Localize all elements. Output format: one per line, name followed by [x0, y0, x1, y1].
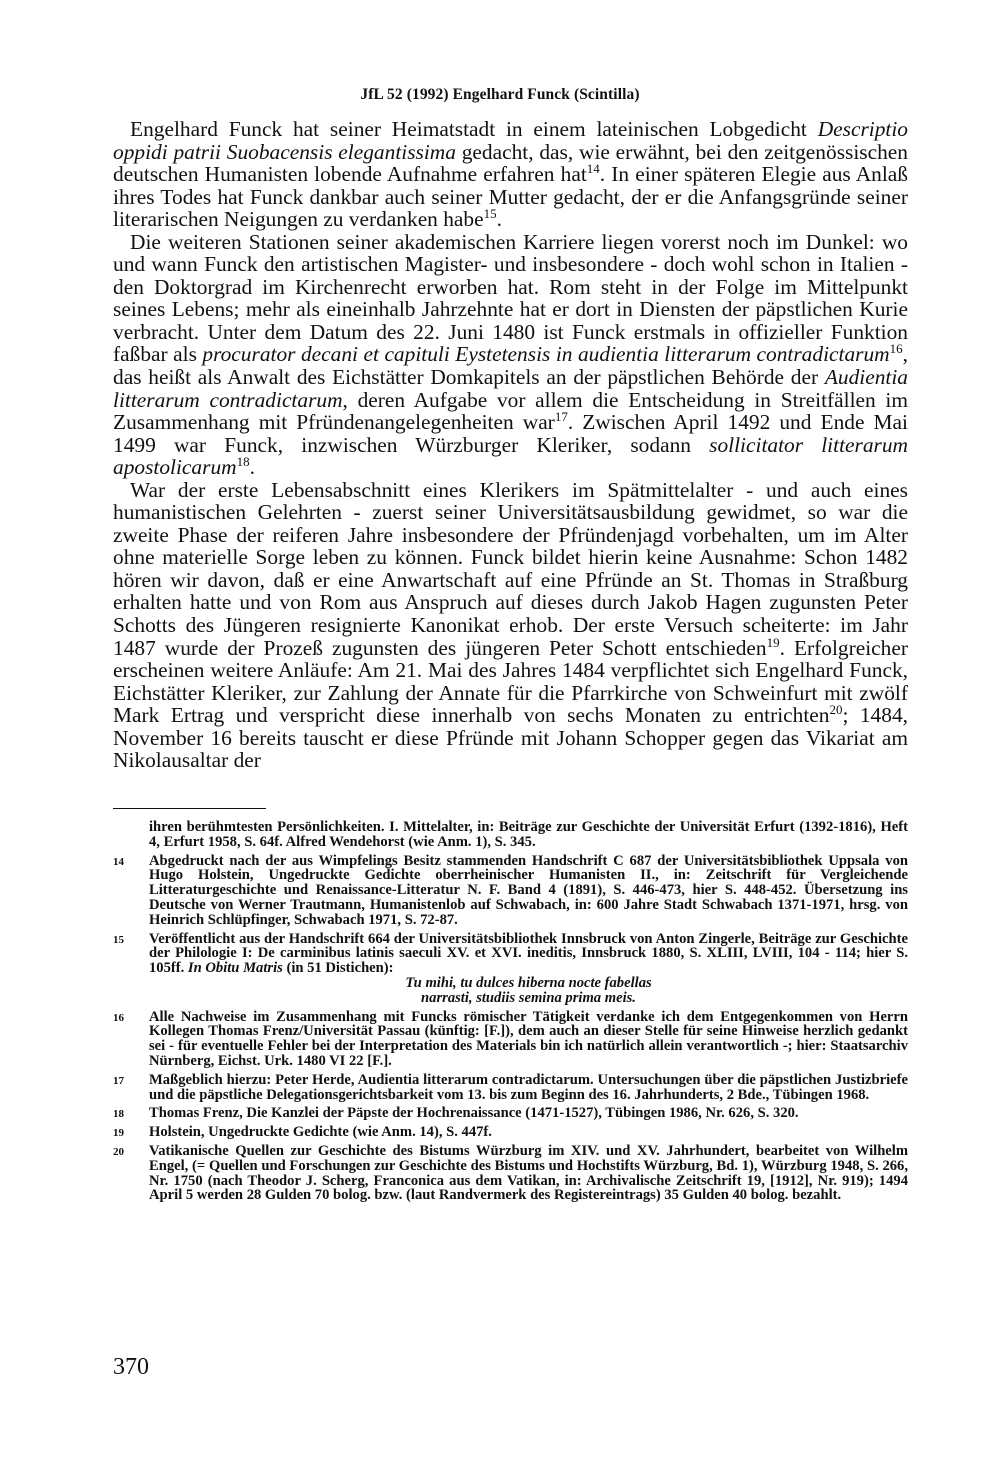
footnote	[113, 1010, 908, 1069]
italic-text: procurator decani et capituli Eystetensis in audientia litterarum contradictarum	[202, 342, 890, 367]
footnote-text: Abgedruckt nach der aus Wimpfelings Besitz stammenden Handschrift C 687 der Universitätsbibliothek Uppsala von Hugo Holstein, Ungedruckte Gedichte oberrheinischer Humanisten II., in: Zeitschrift für Vergleichende Litteraturgeschichte und Renaissance-Litteratur N. F. Band 4 (1891), S. 446-473, hier S. 448-452. Übersetzung ins Deutsche von Werner Trautmann, Humanistenlob auf Schwabach, in: 600 Jahre Stadt Schwabach 1371-1971, hrsg. von Heinrich Schlüpfinger, Schwabach 1971, S. 72-87.	[149, 852, 908, 928]
italic-text: Audientia litterarum contradictarum	[113, 365, 908, 412]
italic-text: sollicitator litterarum apostolicarum	[113, 432, 908, 480]
text-run: ; 1484, November 16 bereits tauscht er diese Pfründe mit Johann Schopper gegen das Vikariat am Nikolausaltar der	[113, 703, 908, 773]
footnote-text: Vatikanische Quellen zur Geschichte des Bistums Würzburg im XIV. und XV. Jahrhundert, bearbeitet von Wilhelm Engel, (= Quellen und Forschungen zur Geschichte des Bistums und Hochstifts Würzburg, Bd. 1), Würzburg 1948, S. 266, Nr. 1750 (nach Theodor J. Scherg, Franconica aus dem Vatikan, in: Archivalische Zeitschrift 19, [1912], Nr. 919); 1494 April 5 werden 28 Gulden 70 bolog. bzw. (laut Randvermerk des Registereintrags) 35 Gulden 40 bolog. bezahlt.	[149, 1142, 908, 1204]
footnote-text: Holstein, Ungedruckte Gedichte (wie Anm. 14), S. 447f.	[149, 1124, 492, 1141]
text-run: . Erfolgreicher erscheinen weitere Anläufe: Am 21. Mai des Jahres 1484 verpflichtet sich Engelhard Funck, Eichstätter Kleriker, zur Zahlung der Annate für die Pfarrkirche von Schweinfurt mit zwölf Mark Ertrag und verspricht diese innerhalb von sechs Monaten zu entrichten	[113, 635, 908, 728]
body-paragraph	[113, 231, 908, 479]
text-run: War der erste Lebensabschnitt eines Klerikers im Spätmittelalter - und auch eines humanistischen Gelehrten - zuerst seiner Universitätsausbildung gewidmet, so war die zweite Phase der reiferen Jahre insbesondere der Pfründenjagd vorbehalten, um im Alter ohne materielle Sorge leben zu können. Funck bildet hierin keine Ausnahme: Schon 1482 hören wir davon, daß er eine Anwartschaft auf eine Pfründe an St. Thomas in Straßburg erhalten hatte und von Rom aus Anspruch auf dieses durch Jakob Hagen zugunsten Peter Schotts des Jüngeren resignierte Kanonikat erhob. Der erste Versuch scheiterte: im Jahr 1487 wurde der Prozeß zugunsten des jüngeren Peter Schott entschieden	[113, 477, 908, 660]
text-run: .	[249, 455, 255, 480]
footnote	[113, 932, 908, 976]
footnote-italic: In Obitu Matris	[187, 960, 283, 977]
text-run: , deren Aufgabe vor allem die Entscheidung in Streitfällen im Zusammenhang mit Pfründenangelegenheiten war	[113, 387, 909, 435]
footnote-text: Maßgeblich hierzu: Peter Herde, Audientia litterarum contradictarum. Untersuchungen über die päpstlichen Justizbriefe und die päpstliche Delegationsgerichtsbarkeit vom 13. bis zum Beginn des 16. Jahrhunderts, 2 Bde., Tübingen 1968.	[149, 1071, 908, 1103]
footnote-continuation: ihren berühmtesten Persönlichkeiten. I. Mittelalter, in: Beiträge zur Geschichte der Universität Erfurt (1392-1816), Heft 4, Erfurt 1958, S. 64f. Alfred Wendehorst (wie Anm. 1), S. 345.	[149, 819, 908, 850]
footnote-text-tail: (in 51 Distichen):	[282, 960, 394, 977]
footnote	[113, 1144, 908, 1203]
footnote-number: 17	[113, 1074, 124, 1087]
footnote	[113, 1073, 908, 1103]
footnote-number: 19	[113, 1127, 124, 1140]
verse-line: Tu mihi, tu dulces hiberna nocte fabellas	[405, 974, 652, 991]
body-paragraph	[113, 479, 908, 772]
footnote-ref: 14	[586, 161, 600, 177]
page-number: 370	[113, 1354, 149, 1380]
footnotes	[113, 820, 908, 1203]
footnote-ref: 19	[766, 634, 780, 650]
main-text	[113, 118, 908, 772]
footnote	[113, 1106, 908, 1121]
footnote-ref: 17	[554, 409, 568, 425]
footnote-ref: 18	[236, 454, 250, 470]
footnote-ref: 16	[889, 341, 903, 357]
text-run: . In einer späteren Elegie aus Anlaß ihres Todes hat Funck dankbar auch seiner Mutter gedacht, der er die Anfangsgründe seiner literarischen Neigungen zu verdanken habe	[113, 162, 908, 232]
footnote-number: 15	[113, 933, 124, 946]
footnote-text: Veröffentlicht aus der Handschrift 664 der Universitätsbibliothek Innsbruck von Anton Zingerle, Beiträge zur Geschichte der Philologie I: De carminibus latinis saeculi XV. et XVI. ineditis, Innsbruck 1880, S. XLIII, LVIII, 104 - 114; hier S. 105ff.	[149, 930, 908, 977]
footnote-separator	[113, 808, 266, 809]
footnote-ref: 15	[483, 206, 497, 222]
footnote-number: 18	[113, 1108, 124, 1121]
footnote	[113, 1125, 908, 1140]
running-header: JfL 52 (1992) Engelhard Funck (Scintilla)	[360, 86, 640, 103]
body-paragraph	[113, 118, 908, 231]
text-run: Die weiteren Stationen seiner akademischen Karriere liegen vorerst noch im Dunkel: wo und wann Funck den artistischen Magister- und insbesondere - doch wohl schon in Italien - den Doktorgrad im Kirchenrecht erworben hat. Rom steht in der Folge im Mittelpunkt seines Lebens; mehr als eineinhalb Jahrzehnte hat er dort in Diensten der päpstlichen Kurie verbracht. Unter dem Datum des 22. Juni 1480 ist Funck erstmals in offizieller Funktion faßbar als	[113, 229, 908, 367]
text-run: , das heißt als Anwalt des Eichstätter Domkapitels an der päpstlichen Behörde der	[113, 342, 908, 390]
italic-text: Descriptio oppidi patrii Suobacensis elegantissima	[113, 117, 908, 164]
verse-line: narrasti, studiis semina prima meis.	[421, 989, 636, 1006]
footnote-text: Thomas Frenz, Die Kanzlei der Päpste der Hochrenaissance (1471-1527), Tübingen 1986, Nr. 626, S. 320.	[149, 1105, 799, 1122]
text-run: gedacht, das, wie erwähnt, bei den zeitgenössischen deutschen Humanisten lobende Aufnahme erfahren hat	[113, 139, 908, 187]
text-run: .	[496, 207, 502, 232]
footnote-number: 16	[113, 1011, 124, 1024]
footnote-number: 14	[113, 855, 124, 868]
footnote	[113, 854, 908, 928]
footnote-number: 20	[113, 1145, 124, 1158]
text-run: Engelhard Funck hat seiner Heimatstadt in einem lateinischen Lobgedicht	[130, 117, 818, 141]
text-run: . Zwischen April 1492 und Ende Mai 1499 war Funck, inzwischen Würzburger Kleriker, sodann	[113, 410, 908, 457]
footnote-text: Alle Nachweise im Zusammenhang mit Funcks römischer Tätigkeit verdanke ich dem Entgegenkommen von Herrn Kollegen Thomas Frenz/Universität Passau (künftig: [F.]), dem auch an dieser Stelle für seine Hinweise herzlich gedankt sei - für eventuelle Fehler bei der Interpretation des Materials bin ich natürlich allein verantwortlich -; hier: Staatsarchiv Nürnberg, Eichst. Urk. 1480 VI 22 [F.].	[149, 1008, 908, 1069]
footnote-ref: 20	[829, 702, 843, 718]
